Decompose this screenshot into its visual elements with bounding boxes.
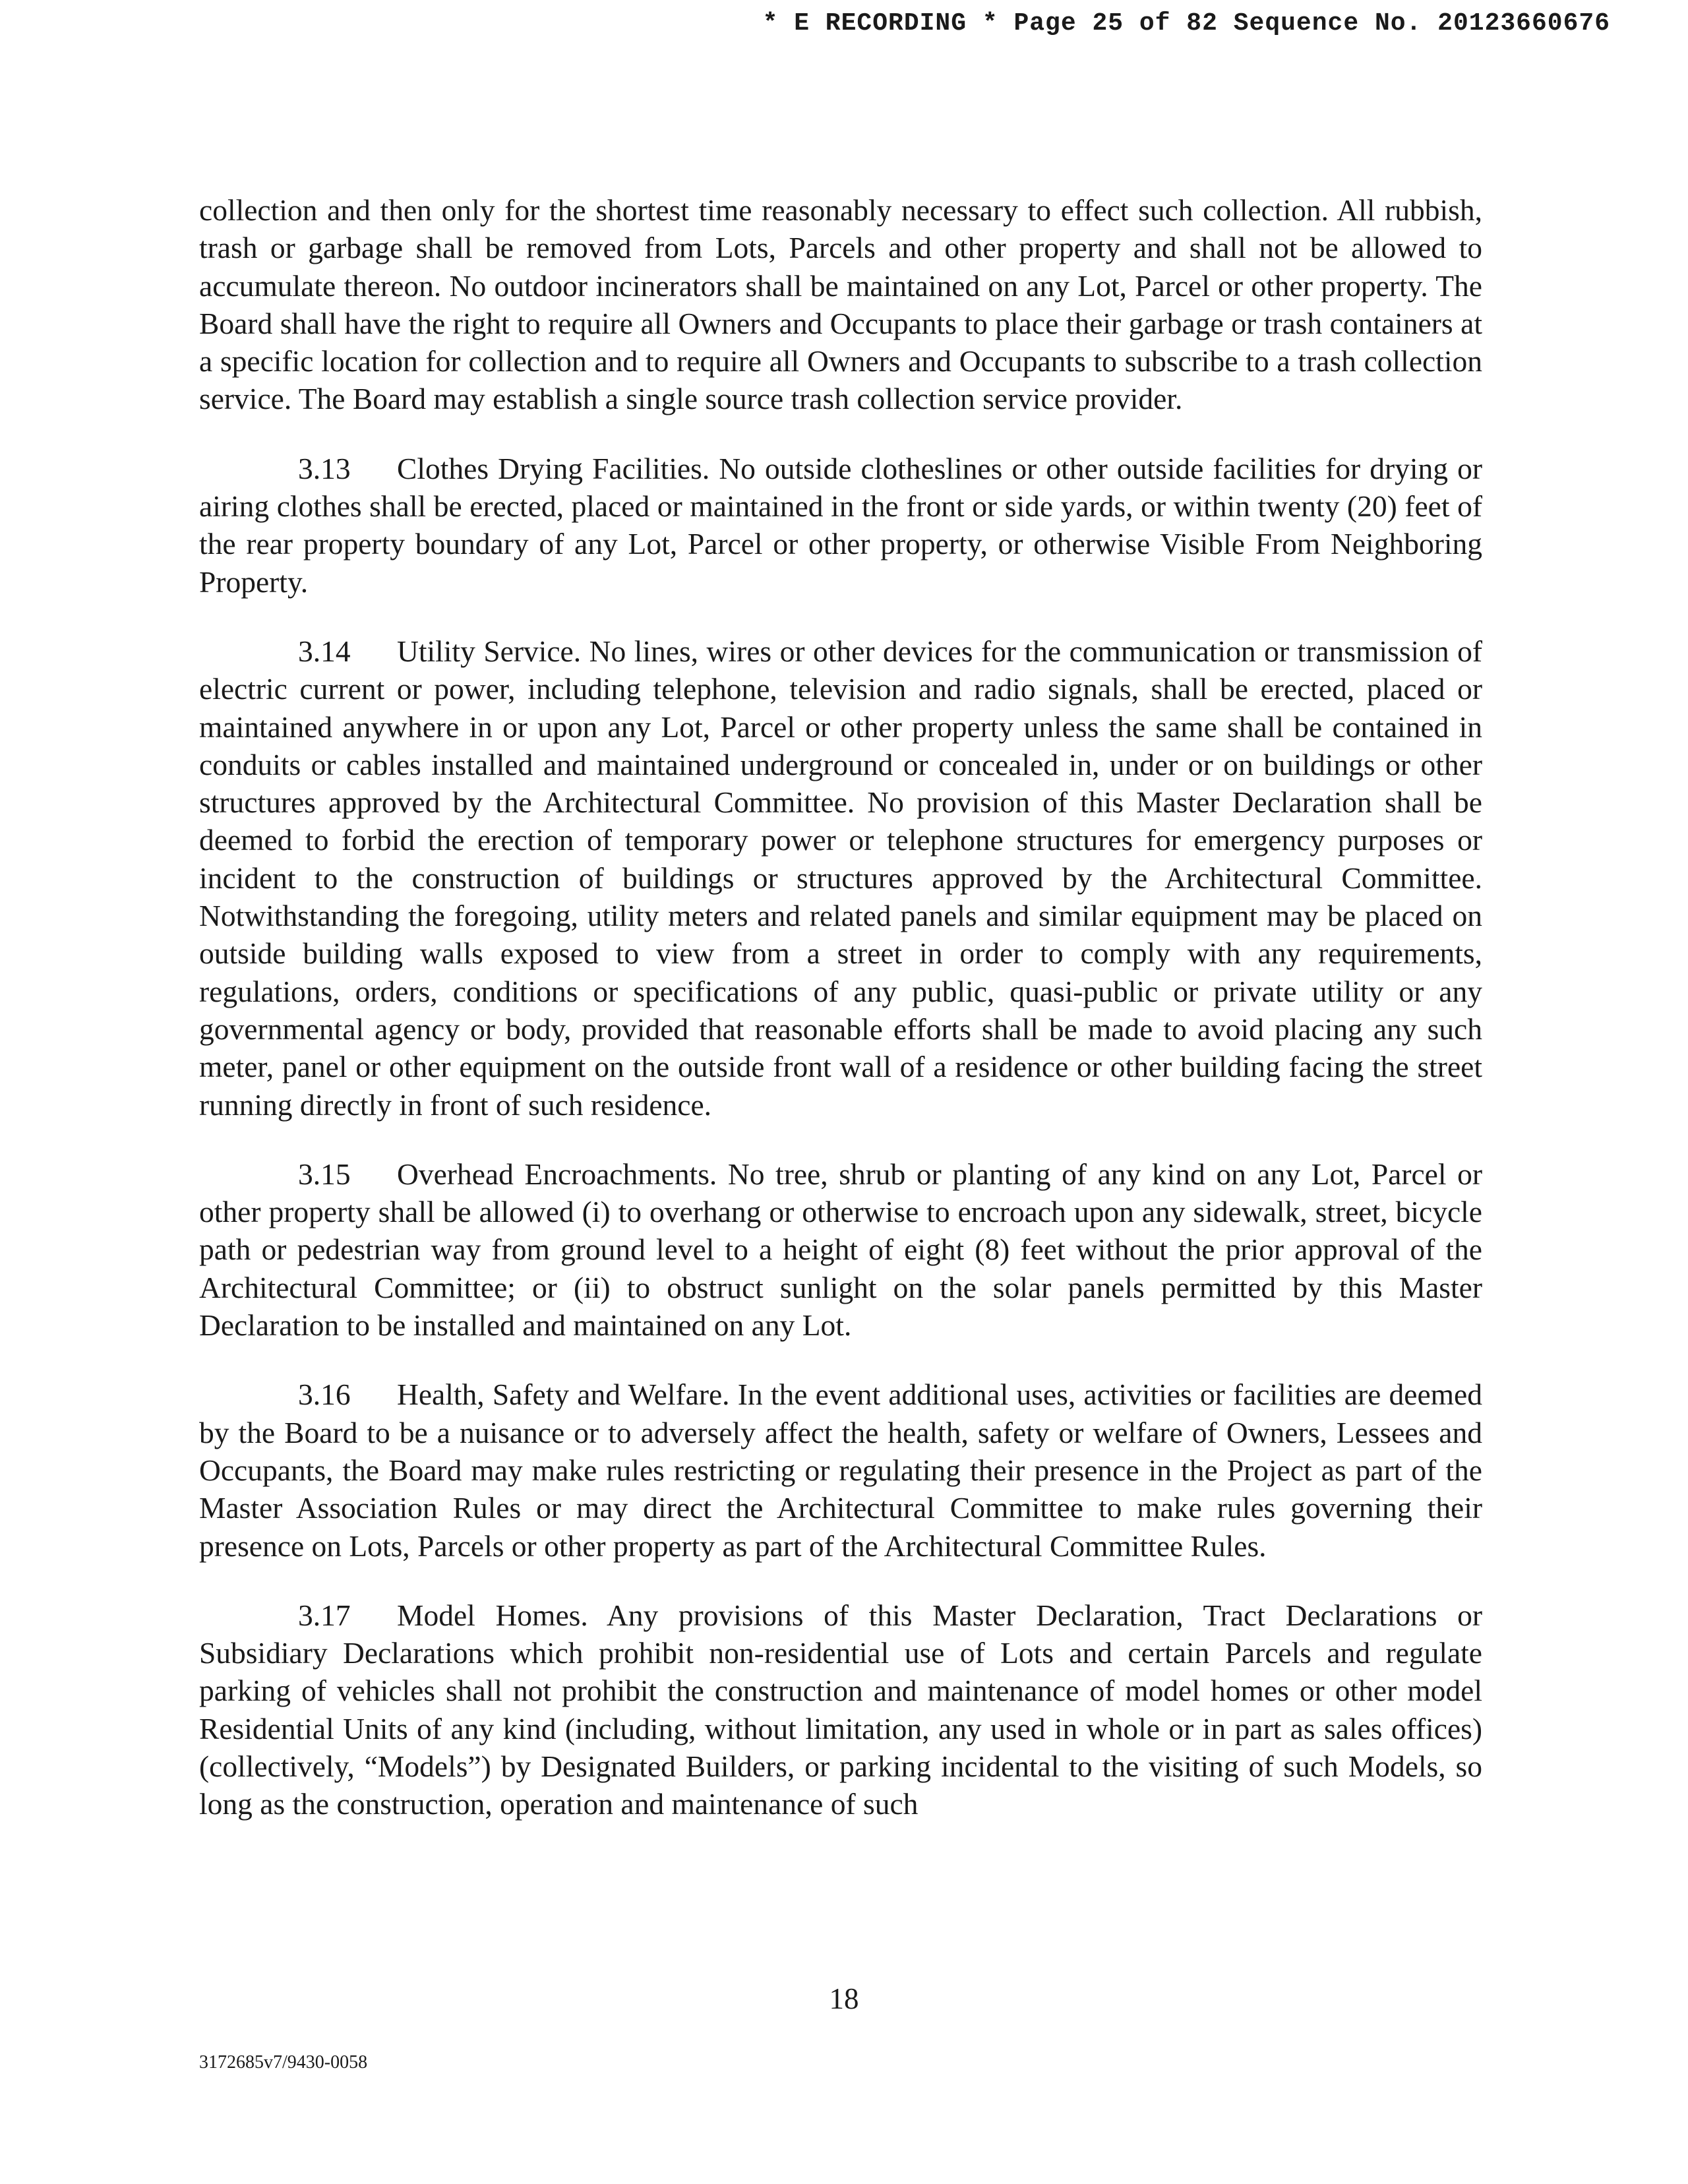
section-number: 3.16 [298,1378,351,1412]
document-body [199,191,1482,1855]
section-3-13 [199,450,1482,601]
section-text: Clothes Drying Facilities. No outside clotheslines or other outside facilities for drying or airing clothes shall be erected, placed or maintained in the front or side yards, or within twenty (20) feet of the rear property boundary of any Lot, Parcel or other property, or otherwise Visible From Neighboring Property. [199,451,1482,599]
section-number: 3.14 [298,634,351,668]
section-number: 3.17 [298,1598,351,1632]
section-text: Health, Safety and Welfare. In the event additional uses, activities or facilities are deemed by the Board to be a nuisance or to adversely affect the health, safety or welfare of Owners, Lessees and Occupants, the Board may make rules restricting or regulating their presence in the Project as part of the Master Association Rules or may direct the Architectural Committee to make rules governing their presence on Lots, Parcels or other property as part of the Architectural Committee Rules. [199,1378,1482,1563]
section-3-15 [199,1155,1482,1344]
continuation-paragraph: collection and then only for the shortest time reasonably necessary to effect such collection. All rubbish, trash or garbage shall be removed from Lots, Parcels and other property and shall not be allowed to accumulate thereon. No outdoor incinerators shall be maintained on any Lot, Parcel or other property. The Board shall have the right to require all Owners and Occupants to place their garbage or trash containers at a specific location for collection and to require all Owners and Occupants to subscribe to a trash collection service. The Board may establish a single source trash collection service provider. [199,193,1482,416]
section-number: 3.15 [298,1157,351,1191]
document-id: 3172685v7/9430-0058 [199,2052,368,2073]
recording-header: * E RECORDING * Page 25 of 82 Sequence No. 20123660676 [762,9,1610,38]
section-3-14 [199,632,1482,1124]
section-text: Utility Service. No lines, wires or other devices for the communication or transmission of electric current or power, including telephone, television and radio signals, shall be erected, placed or maintained anywhere in or upon any Lot, Parcel or other property unless the same shall be contained in conduits or cables installed and maintained underground or concealed in, under or on buildings or other structures approved by the Architectural Committee. No provision of this Master Declaration shall be deemed to forbid the erection of temporary power or telephone structures for emergency purposes or incident to the construction of buildings or structures approved by the Architectural Committee. Notwithstanding the foregoing, utility meters and related panels and similar equipment may be placed on outside building walls exposed to view from a street in order to comply with any requirements, regulations, orders, conditions or specifications of any public, quasi-public or private utility or any governmental agency or body, provided that reasonable efforts shall be made to avoid placing any such meter, panel or other equipment on the outside front wall of a residence or other building facing the street running directly in front of such residence. [199,634,1482,1122]
section-3-16 [199,1376,1482,1564]
page-number: 18 [829,1982,859,2015]
section-text: Model Homes. Any provisions of this Master Declaration, Tract Declarations or Subsidiary Declarations which prohibit non-residential use of Lots and certain Parcels and regulate parking of vehicles shall not prohibit the construction and maintenance of model homes or other model Residential Units of any kind (including, without limitation, any used in whole or in part as sales offices) (collectively, “Models”) by Designated Builders, or parking incidental to the visiting of such Models, so long as the construction, operation and maintenance of such [199,1598,1482,1821]
section-number: 3.13 [298,451,351,485]
section-text: Overhead Encroachments. No tree, shrub or planting of any kind on any Lot, Parcel or other property shall be allowed (i) to overhang or otherwise to encroach upon any sidewalk, street, bicycle path or pedestrian way from ground level to a height of eight (8) feet without the prior approval of the Architectural Committee; or (ii) to obstruct sunlight on the solar panels permitted by this Master Declaration to be installed and maintained on any Lot. [199,1157,1482,1343]
section-3-17 [199,1596,1482,1823]
